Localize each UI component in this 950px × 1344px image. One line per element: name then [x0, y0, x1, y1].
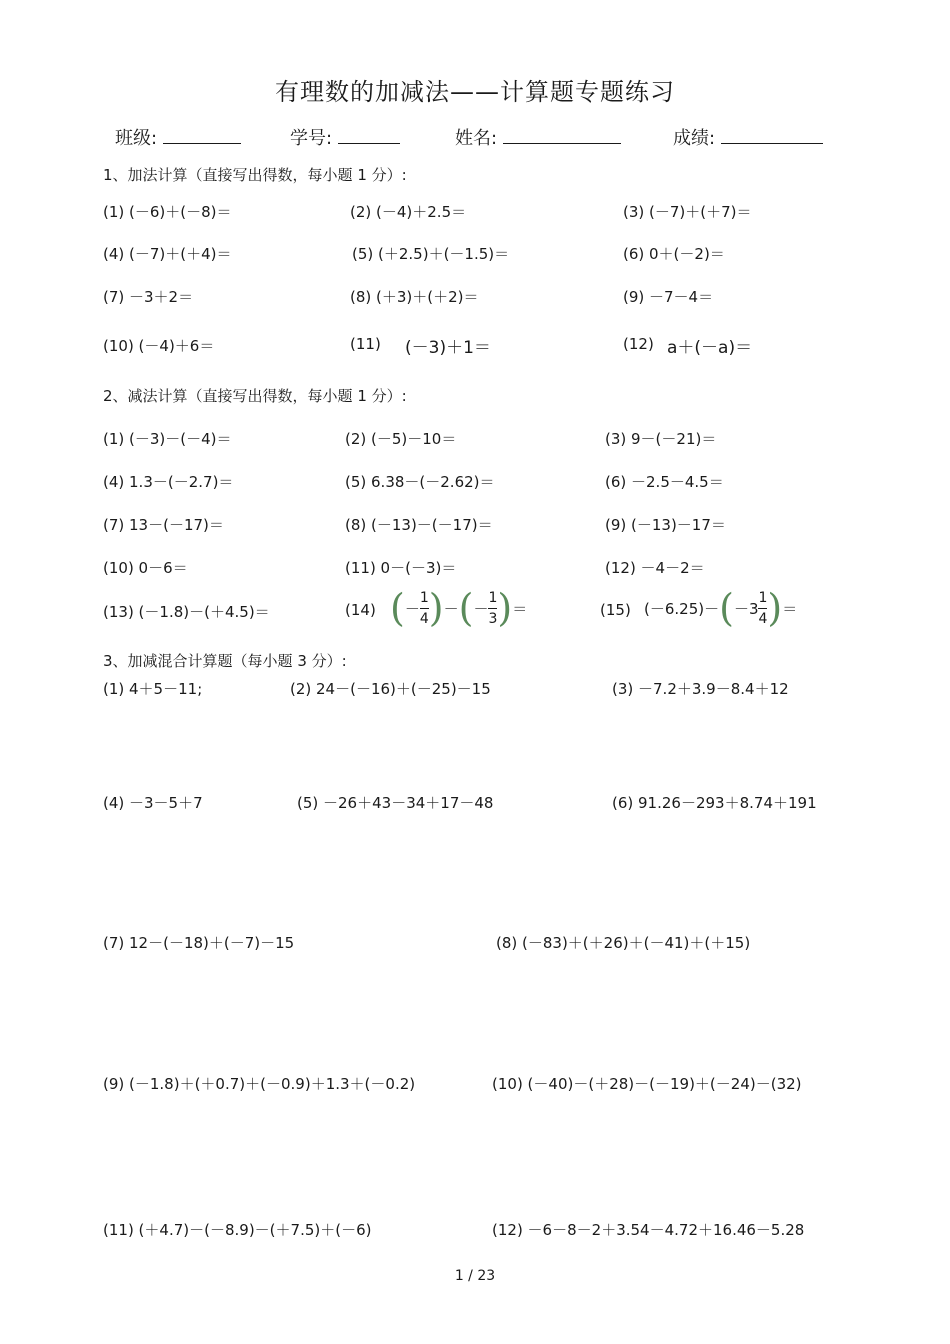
mixed-fraction-denominator: 4 — [758, 610, 768, 627]
s3-question-4: (4) －3－5＋7 — [103, 794, 203, 812]
section-2-title: 2、减法计算（直接写出得数，每小题 1 分）: — [103, 387, 407, 405]
class-label: 班级: — [115, 128, 158, 149]
student-id-label: 学号: — [290, 128, 333, 149]
name-label: 姓名: — [455, 128, 498, 149]
s2-question-9: (9) (－13)－17＝ — [605, 516, 726, 534]
page-title: 有理数的加减法——计算题专题练习 — [275, 78, 675, 106]
s3-question-12: (12) －6－8－2＋3.54－4.72＋16.46－5.28 — [492, 1221, 805, 1239]
s1-question-5: (5) (＋2.5)＋(－1.5)＝ — [352, 245, 510, 263]
section-1-title: 1、加法计算（直接写出得数，每小题 1 分）: — [103, 166, 407, 184]
student-id-blank[interactable] — [338, 129, 400, 144]
s1-question-11-expression: (－3)＋1＝ — [405, 338, 491, 358]
left-paren: ( — [390, 586, 405, 630]
right-paren: ) — [428, 586, 444, 630]
s2-question-11: (11) 0－(－3)＝ — [345, 559, 457, 577]
s2-question-8: (8) (－13)－(－17)＝ — [345, 516, 493, 534]
fraction-2 — [488, 588, 497, 629]
s3-question-9: (9) (－1.8)＋(＋0.7)＋(－0.9)＋1.3＋(－0.2) — [103, 1075, 416, 1093]
s2-question-4: (4) 1.3－(－2.7)＝ — [103, 473, 234, 491]
score-field — [673, 124, 823, 150]
s1-question-3: (3) (－7)＋(＋7)＝ — [623, 203, 752, 221]
s2-question-1: (1) (－3)－(－4)＝ — [103, 430, 232, 448]
page-number: 1 / 23 — [454, 1268, 496, 1284]
s2-question-14-expression: ( － $\frac{1}{4}$ ) － ( － $\frac{1}{3}$ ) ＝ — [390, 586, 528, 630]
fraction-1-numerator: 1 — [419, 589, 429, 606]
s1-question-12-expression: a＋(－a)＝ — [667, 338, 753, 358]
s2-question-2: (2) (－5)－10＝ — [345, 430, 457, 448]
s3-question-6: (6) 91.26－293＋8.74＋191 — [612, 794, 817, 812]
s1-question-9: (9) －7－4＝ — [623, 288, 714, 306]
s1-question-8: (8) (＋3)＋(＋2)＝ — [350, 288, 479, 306]
s2-question-15-number: (15) — [600, 601, 631, 619]
class-field — [115, 124, 241, 150]
mixed-number-whole: －3 — [733, 599, 759, 618]
score-label: 成绩: — [673, 128, 716, 149]
s1-question-4: (4) (－7)＋(＋4)＝ — [103, 245, 232, 263]
class-blank[interactable] — [163, 129, 241, 144]
mixed-fraction-numerator: 1 — [758, 589, 768, 606]
s3-question-3: (3) －7.2＋3.9－8.4＋12 — [612, 680, 789, 698]
s2-question-6: (6) －2.5－4.5＝ — [605, 473, 724, 491]
s3-question-1: (1) 4＋5－11; — [103, 680, 203, 698]
left-paren: ( — [719, 586, 734, 630]
s1-question-10: (10) (－4)＋6＝ — [103, 337, 215, 355]
fraction-2-denominator: 3 — [488, 610, 498, 627]
mixed-number-fraction — [758, 588, 767, 629]
s2-question-10: (10) 0－6＝ — [103, 559, 188, 577]
fraction-2-numerator: 1 — [488, 589, 498, 606]
left-paren-2: ( — [458, 586, 474, 630]
s2-question-15-expression: (－6.25)－ ( －3 $\frac{1}{4}$ ) ＝ — [644, 586, 798, 630]
s3-question-11: (11) (＋4.7)－(－8.9)－(＋7.5)＋(－6) — [103, 1221, 372, 1239]
s2-question-13: (13) (－1.8)－(＋4.5)＝ — [103, 603, 270, 621]
s2-question-14-number: (14) — [345, 601, 376, 619]
s1-question-12-number: (12) — [623, 335, 654, 353]
s3-question-8: (8) (－83)＋(＋26)＋(－41)＋(＋15) — [496, 934, 751, 952]
s2-question-12: (12) －4－2＝ — [605, 559, 705, 577]
s3-question-5: (5) －26＋43－34＋17－48 — [297, 794, 494, 812]
s3-question-10: (10) (－40)－(＋28)－(－19)＋(－24)－(32) — [492, 1075, 802, 1093]
right-paren-2: ) — [497, 586, 513, 630]
s3-question-7: (7) 12－(－18)＋(－7)－15 — [103, 934, 295, 952]
right-paren: ) — [767, 586, 783, 630]
s1-question-7: (7) －3＋2＝ — [103, 288, 194, 306]
section-3-title: 3、加减混合计算题（每小题 3 分）: — [103, 652, 347, 670]
s2-question-3: (3) 9－(－21)＝ — [605, 430, 717, 448]
s1-question-2: (2) (－4)＋2.5＝ — [350, 203, 467, 221]
name-blank[interactable] — [503, 129, 621, 144]
s2-question-7: (7) 13－(－17)＝ — [103, 516, 224, 534]
s2-question-5: (5) 6.38－(－2.62)＝ — [345, 473, 495, 491]
student-id-field — [290, 124, 400, 150]
s2-question-15-lead: (－6.25)－ — [644, 599, 720, 618]
s1-question-6: (6) 0＋(－2)＝ — [623, 245, 725, 263]
s3-question-2: (2) 24－(－16)＋(－25)－15 — [290, 680, 491, 698]
s1-question-11-number: (11) — [350, 335, 381, 353]
s1-question-1: (1) (－6)＋(－8)＝ — [103, 203, 232, 221]
fraction-1 — [420, 588, 429, 629]
fraction-1-denominator: 4 — [419, 610, 429, 627]
score-blank[interactable] — [721, 129, 823, 144]
name-field — [455, 124, 621, 150]
